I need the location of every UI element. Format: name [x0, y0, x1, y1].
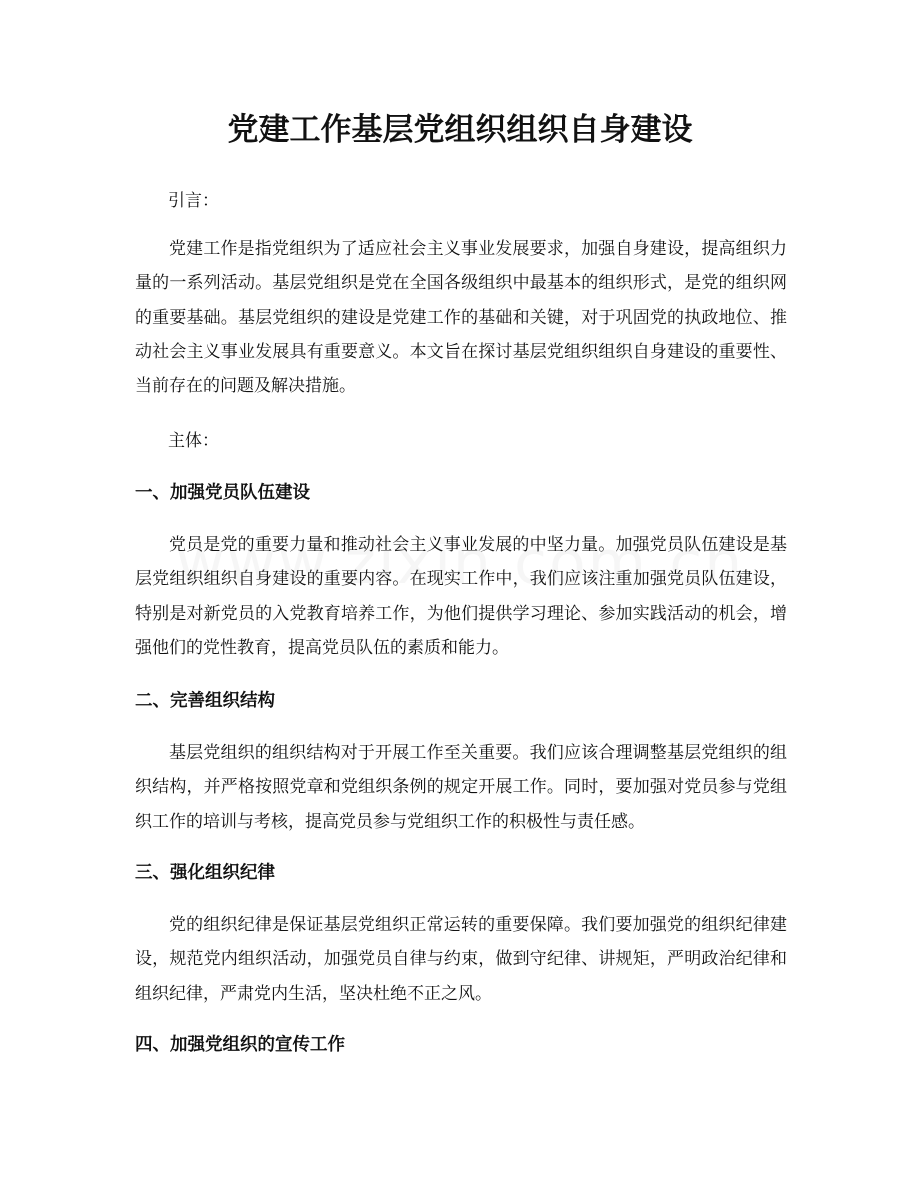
section-1-heading: 一、加强党员队伍建设 [135, 483, 310, 503]
intro-label: 引言： [168, 191, 219, 211]
document-title: 党建工作基层党组织组织自身建设 [227, 112, 693, 148]
main-label: 主体： [168, 431, 219, 451]
section-3-heading: 三、强化组织纪律 [135, 863, 275, 883]
section-3-paragraph: 党的组织纪律是保证基层党组织正常运转的重要保障。我们要加强党的组织纪律建设，规范党内组织活动，加强党员自律与约束，做到守纪律、讲规矩，严明政治纪律和组织纪律，严肃党内生活，坚决杜绝不正之风。 [135, 915, 787, 1004]
section-2-heading: 二、完善组织结构 [135, 691, 275, 711]
section-4-heading: 四、加强党组织的宣传工作 [135, 1035, 345, 1055]
intro-paragraph: 党建工作是指党组织为了适应社会主义事业发展要求，加强自身建设，提高组织力量的一系列活动。基层党组织是党在全国各级组织中最基本的组织形式，是党的组织网的重要基础。基层党组织的建设是党建工作的基础和关键，对于巩固党的执政地位、推动社会主义事业发展具有重要意义。本文旨在探讨基层党组织组织自身建设的重要性、当前存在的问题及解决措施。 [135, 239, 787, 397]
section-1-paragraph: 党员是党的重要力量和推动社会主义事业发展的中坚力量。加强党员队伍建设是基层党组织组织自身建设的重要内容。在现实工作中，我们应该注重加强党员队伍建设，特别是对新党员的入党教育培养工作，为他们提供学习理论、参加实践活动的机会，增强他们的党性教育，提高党员队伍的素质和能力。 [135, 535, 787, 658]
section-2-paragraph: 基层党组织的组织结构对于开展工作至关重要。我们应该合理调整基层党组织的组织结构，并严格按照党章和党组织条例的规定开展工作。同时，要加强对党员参与党组织工作的培训与考核，提高党员参与党组织工作的积极性与责任感。 [135, 743, 787, 832]
